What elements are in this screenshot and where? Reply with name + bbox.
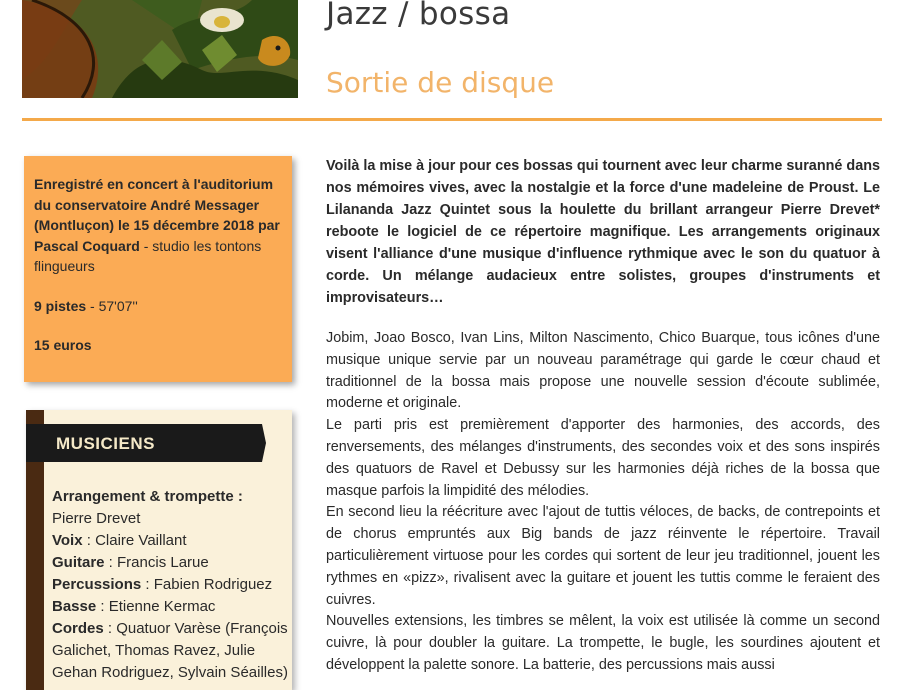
release-info-box bbox=[24, 156, 292, 382]
musicians-title: MUSICIENS bbox=[56, 434, 155, 453]
musician-names: : Etienne Kermac bbox=[96, 598, 216, 615]
article-paragraph: Nouvelles extensions, les timbres se mêlent, la voix est utilisée là comme un second cuivre, là pour doubler la guitare. La trompette, le bugle, les sourdines ajoutent et développent la palette sonore. La batterie, des percussions mais aussi bbox=[326, 613, 880, 673]
article-paragraph: Jobim, Joao Bosco, Ivan Lins, Milton Nascimento, Chico Buarque, tous icônes d'une musique unique servie par un nouveau paramétrage qui garde le cœur chaud et traditionnel de la bossa mais propose une nouvelle session d'écoute sublimée, moderne et originale. bbox=[326, 330, 880, 412]
musician-names: : Claire Vaillant bbox=[82, 532, 187, 549]
tracks-count: 9 pistes bbox=[34, 297, 87, 314]
musician-role: Basse bbox=[52, 598, 97, 615]
musician-role: Percussions bbox=[52, 576, 142, 593]
tracks-duration: - 57'07'' bbox=[86, 297, 138, 314]
musicians-list bbox=[52, 486, 292, 684]
price: 15 euros bbox=[34, 337, 92, 353]
tracks-info bbox=[34, 296, 282, 317]
section-subtitle: Sortie de disque bbox=[326, 66, 555, 99]
musician-role: Arrangement & trompette : bbox=[52, 488, 243, 505]
musician-names: : Francis Larue bbox=[104, 554, 209, 571]
recording-info bbox=[34, 174, 282, 277]
article-paragraph: En second lieu la réécriture avec l'ajout de tuttis véloces, de backs, de contrepoints et de chorus empruntés aux Big bands de jazz réinvente le répertoire. Travail particulièrement virtuose pour les cordes qui sortent de leur jeu traditionnel, jouent les rythmes en «pizz», rivalisent avec la guitare et jouent les tuttis comme le feraient des cuivres. bbox=[326, 504, 880, 608]
musician-entry bbox=[52, 618, 292, 684]
musician-role: Cordes bbox=[52, 620, 104, 637]
musician-entry bbox=[52, 596, 292, 618]
musician-names: : Fabien Rodriguez bbox=[141, 576, 273, 593]
recording-info-bold: Enregistré en concert à l'auditorium du conservatoire André Messager (Montluçon) le 15 décembre 2018 par Pascal Coquard bbox=[34, 176, 280, 254]
article-lead: Voilà la mise à jour pour ces bossas qui tournent avec leur charme suranné dans nos mémoires vives, avec la nostalgie et la force d'une madeleine de Proust. Le Lilananda Jazz Quintet sous la houlette du brillant arrangeur Pierre Drevet* reboote le logiciel de ce répertoire magnifique. Les arrangements originaux visent l'alliance d'une musique d'influence rythmique avec le son du quatuor à corde. Un mélange audacieux entre solistes, groupes d'instruments et improvisateurs… bbox=[326, 158, 880, 306]
musician-entry bbox=[52, 486, 292, 530]
musician-entry bbox=[52, 574, 292, 596]
price-info bbox=[34, 335, 282, 356]
musicians-box bbox=[26, 410, 292, 690]
article-body bbox=[326, 155, 880, 677]
musician-entry bbox=[52, 552, 292, 574]
genre-heading: Jazz / bossa bbox=[326, 0, 511, 32]
musician-entry bbox=[52, 530, 292, 552]
recording-info-rest: - studio les tontons flingueurs bbox=[34, 237, 262, 274]
musician-names: : Quatuor Varèse (François Galichet, Thomas Ravez, Julie Gehan Rodriguez, Sylvain Séailles) bbox=[52, 620, 288, 681]
article-paragraph: Le parti pris est premièrement d'apporter des harmonies, des accords, des renversements, des mélanges d'instruments, des secondes voix et des sons inspirés des quatuors de Ravel et Debussy sur les harmonies déjà riches de la bossa que masque parfois la limpidité des mélodies. bbox=[326, 417, 880, 499]
divider bbox=[22, 118, 882, 121]
musician-role: Guitare bbox=[52, 554, 105, 571]
musician-role: Voix bbox=[52, 532, 83, 549]
musician-names: Pierre Drevet bbox=[52, 510, 141, 527]
album-cover-image bbox=[22, 0, 298, 98]
